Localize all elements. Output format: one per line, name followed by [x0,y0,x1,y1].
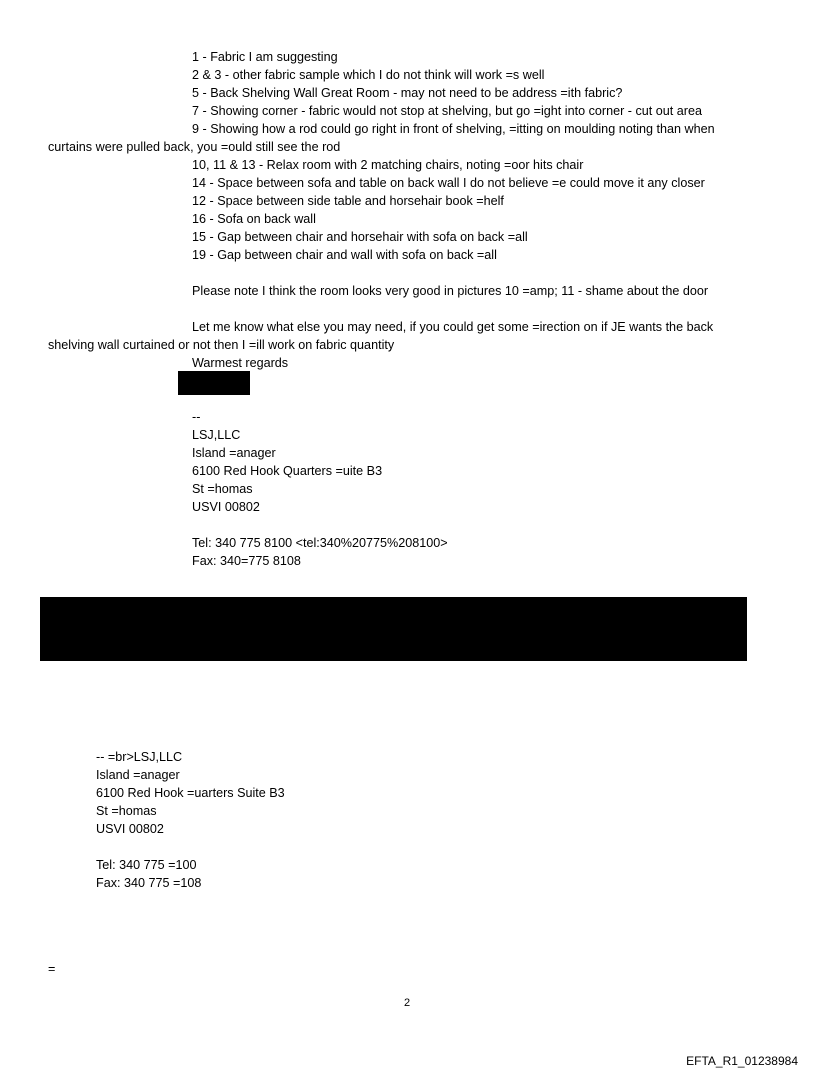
signature2-tel: Tel: 340 775 =100 [96,858,197,872]
signature-postal: USVI 00802 [192,500,260,514]
signature2-city: St =homas [96,804,157,818]
signature2-line1: -- =br>LSJ,LLC [96,750,183,764]
closing-line: Warmest regards [192,356,289,370]
item-line: 16 - Sofa on back wall [192,212,316,226]
request-line-wrap: shelving wall curtained or not then I =ill work on fabric quantity [48,338,395,352]
signature2-address: 6100 Red Hook =uarters Suite B3 [96,786,285,800]
redaction-box [40,597,747,661]
signature-title: Island =anager [192,446,276,460]
item-line: 2 & 3 - other fabric sample which I do not think will work =s well [192,68,545,82]
item-line: 15 - Gap between chair and horsehair with sofa on back =all [192,230,528,244]
note-line: Please note I think the room looks very good in pictures 10 =amp; 11 - shame about the door [192,284,709,298]
signature-tel: Tel: 340 775 8100 <tel:340%20775%208100> [192,536,448,550]
signature2-fax: Fax: 340 775 =108 [96,876,202,890]
item-line: 12 - Space between side table and horsehair book =helf [192,194,504,208]
document-id: EFTA_R1_01238984 [686,1054,798,1068]
item-line: 10, 11 & 13 - Relax room with 2 matching chairs, noting =oor hits chair [192,158,584,172]
item-line: 14 - Space between sofa and table on back wall I do not believe =e could move it any closer [192,176,705,190]
signature2-postal: USVI 00802 [96,822,164,836]
item-line: 5 - Back Shelving Wall Great Room - may not need to be address =ith fabric? [192,86,623,100]
signature-city: St =homas [192,482,253,496]
request-line: Let me know what else you may need, if you could get some =irection on if JE wants the back [192,320,714,334]
signature2-title: Island =anager [96,768,180,782]
signature-fax: Fax: 340=775 8108 [192,554,301,568]
signature-address: 6100 Red Hook Quarters =uite B3 [192,464,383,478]
item-line: 1 - Fabric I am suggesting [192,50,338,64]
trailing-equals: = [48,962,56,976]
item-line: 9 - Showing how a rod could go right in front of shelving, =itting on moulding noting than when [192,122,715,136]
item-line-wrap: curtains were pulled back, you =ould still see the rod [48,140,341,154]
redaction-box [178,371,250,395]
item-line: 7 - Showing corner - fabric would not stop at shelving, but go =ight into corner - cut out area [192,104,702,118]
signature-dashes: -- [192,410,201,424]
signature-company: LSJ,LLC [192,428,241,442]
item-line: 19 - Gap between chair and wall with sofa on back =all [192,248,497,262]
page-number: 2 [404,997,411,1009]
